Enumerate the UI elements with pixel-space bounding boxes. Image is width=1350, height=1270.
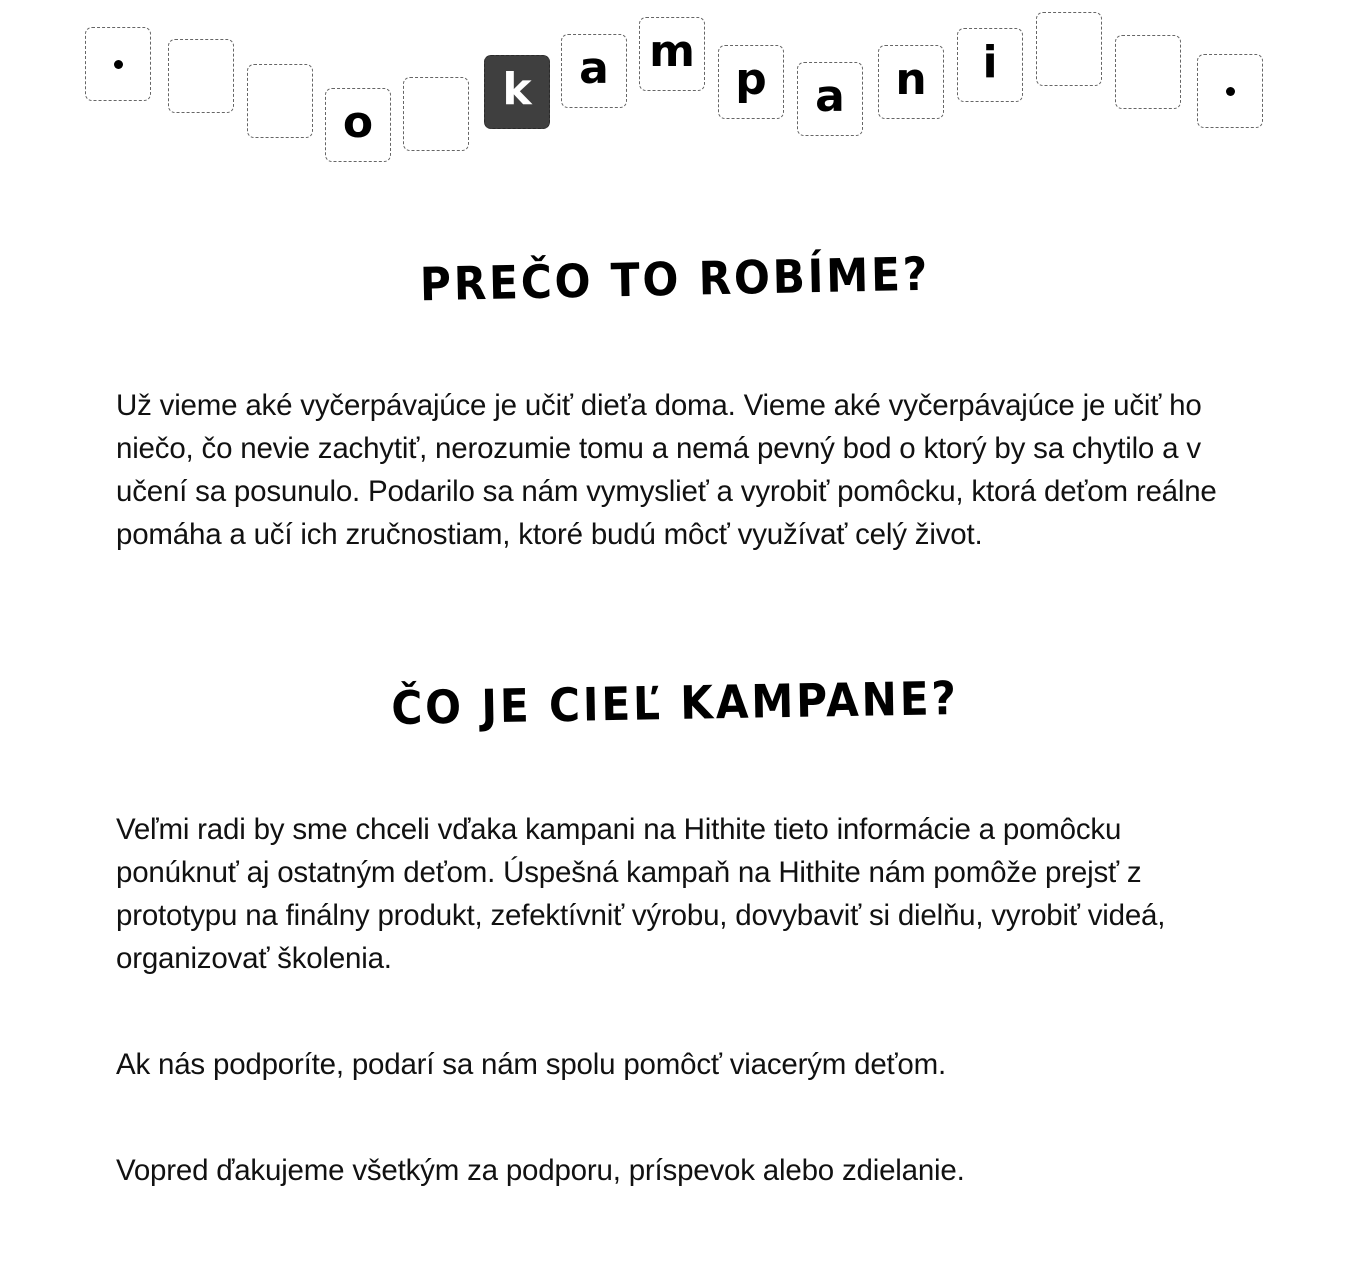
paragraph-thanks: Vopred ďakujeme všetkým za podporu, príspevok alebo zdielanie. xyxy=(116,1154,965,1187)
letter-tile xyxy=(85,27,151,101)
dot-glyph xyxy=(114,60,123,69)
tile-letter: p xyxy=(735,54,767,105)
tile-letter: i xyxy=(982,37,998,88)
letter-tile xyxy=(639,17,705,91)
paragraph-why: Už vieme aké vyčerpávajúce je učiť dieťa doma. Vieme aké vyčerpávajúce je učiť ho niečo, čo nevie zachytiť, nerozumie tomu a nemá pevný bod o ktorý by sa chytilo a v učení sa posunulo. Podarilo sa nám vymyslieť a vyrobiť pomôcku, ktorá deťom reálne pomáha a učí ich zručnostiam, ktoré budú môcť využívať celý život. xyxy=(116,389,1217,551)
letter-tile xyxy=(957,28,1023,102)
letter-tile xyxy=(1115,35,1181,109)
tile-letter: a xyxy=(579,43,609,94)
tile-letter: a xyxy=(815,71,845,122)
tile-letter: k xyxy=(502,64,532,115)
section-heading-goal: ČO JE CIEĽ KAMPANE? xyxy=(390,671,960,735)
letter-tile xyxy=(484,55,550,129)
letter-tile xyxy=(561,34,627,108)
letter-tile xyxy=(1197,54,1263,128)
tile-letter: o xyxy=(342,97,374,148)
letter-tile xyxy=(878,45,944,119)
letter-tile xyxy=(325,88,391,162)
tile-letter: m xyxy=(649,26,695,77)
letter-tile xyxy=(247,64,313,138)
tile-letter: n xyxy=(895,54,927,105)
title-banner xyxy=(0,0,1350,180)
letter-tile xyxy=(797,62,863,136)
paragraph-goal: Veľmi radi by sme chceli vďaka kampani na Hithite tieto informácie a pomôcku ponúknuť aj ostatným deťom. Úspešná kampaň na Hithite nám pomôže prejsť z prototypu na finálny produkt, zefektívniť výrobu, dovybaviť si dielňu, vyrobiť videá, organizovať školenia. xyxy=(116,813,1166,975)
section-heading-why: PREČO TO ROBÍME? xyxy=(419,246,931,312)
letter-tile xyxy=(168,39,234,113)
letter-tile xyxy=(403,77,469,151)
letter-tile xyxy=(718,45,784,119)
paragraph-support: Ak nás podporíte, podarí sa nám spolu pomôcť viacerým deťom. xyxy=(116,1048,946,1081)
dot-glyph xyxy=(1226,87,1235,96)
letter-tile xyxy=(1036,12,1102,86)
